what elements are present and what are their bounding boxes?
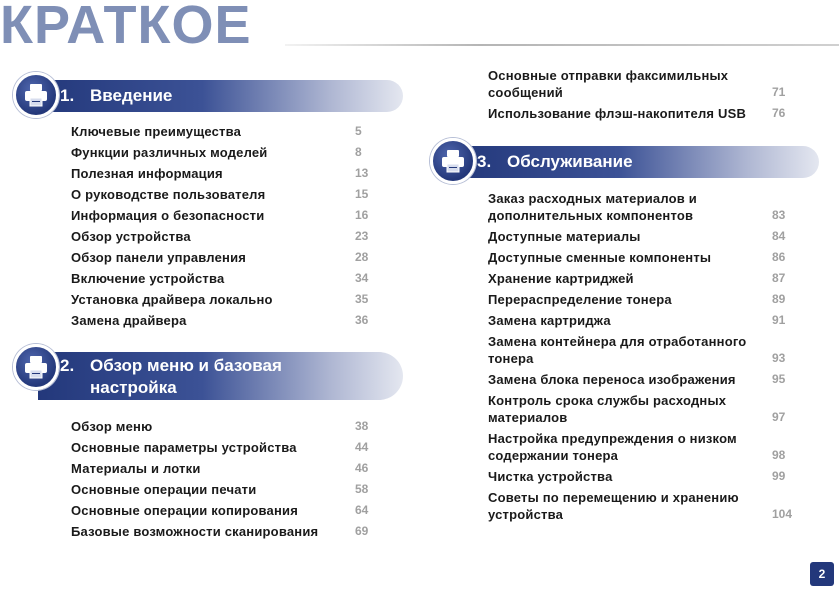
toc-entry-page: 23 xyxy=(355,229,369,243)
toc-entry-page: 76 xyxy=(772,106,786,120)
toc-entry-page: 99 xyxy=(772,469,786,483)
toc-entry[interactable] xyxy=(71,481,351,498)
toc-entry-label: Обзор меню xyxy=(71,419,153,434)
section-title: Введение xyxy=(90,86,173,105)
toc-entry-page: 83 xyxy=(772,208,786,222)
toc-entry[interactable] xyxy=(71,460,351,477)
toc-entry-page: 91 xyxy=(772,313,786,327)
toc-entry-page: 35 xyxy=(355,292,369,306)
toc-entry[interactable] xyxy=(488,333,763,367)
toc-entry-page: 89 xyxy=(772,292,786,306)
toc-entry-label: Основные операции копирования xyxy=(71,503,298,518)
toc-entry-page: 87 xyxy=(772,271,786,285)
toc-entry-page: 44 xyxy=(355,440,369,454)
toc-entry-page: 58 xyxy=(355,482,369,496)
toc-entry-label: дополнительных компонентов xyxy=(488,208,694,223)
toc-entry[interactable] xyxy=(488,312,763,329)
toc-entry[interactable] xyxy=(488,291,763,308)
toc-entry-page: 16 xyxy=(355,208,369,222)
toc-entry-label: устройства xyxy=(488,507,564,522)
title-rule xyxy=(285,44,839,46)
toc-entry-label: Основные параметры устройства xyxy=(71,440,297,455)
toc-entry[interactable] xyxy=(488,392,763,426)
toc-entry-label: Включение устройства xyxy=(71,271,225,286)
toc-entry-label: Хранение картриджей xyxy=(488,271,634,286)
printer-icon xyxy=(13,72,59,118)
toc-entry[interactable] xyxy=(71,523,351,540)
toc-entry-page: 36 xyxy=(355,313,369,327)
toc-entry-label: Советы по перемещению и хранению xyxy=(488,490,739,505)
toc-entry[interactable] xyxy=(488,270,763,287)
toc-entry-label: Обзор панели управления xyxy=(71,250,247,265)
toc-entry-page: 15 xyxy=(355,187,369,201)
toc-entry[interactable] xyxy=(71,418,351,435)
toc-entry-page: 34 xyxy=(355,271,369,285)
toc-entry[interactable] xyxy=(488,228,763,245)
toc-entry[interactable] xyxy=(488,249,763,266)
toc-entry[interactable] xyxy=(488,430,763,464)
toc-entry[interactable] xyxy=(71,144,351,161)
toc-entry-page: 86 xyxy=(772,250,786,264)
toc-entry-label: Функции различных моделей xyxy=(71,145,268,160)
toc-entry-label: Замена драйвера xyxy=(71,313,187,328)
toc-entry[interactable] xyxy=(71,123,351,140)
toc-entry-label: Установка драйвера локально xyxy=(71,292,273,307)
toc-entry-label: Полезная информация xyxy=(71,166,223,181)
printer-icon xyxy=(430,138,476,184)
toc-entry[interactable] xyxy=(71,502,351,519)
toc-entry-label: Контроль срока службы расходных xyxy=(488,393,727,408)
toc-entry[interactable] xyxy=(488,489,763,523)
toc-entry-page: 95 xyxy=(772,372,786,386)
toc-entry[interactable] xyxy=(71,228,351,245)
toc-entry-page: 28 xyxy=(355,250,369,264)
toc-entry[interactable] xyxy=(71,312,351,329)
page-number-badge: 2 xyxy=(810,562,834,586)
toc-entry-label: Материалы и лотки xyxy=(71,461,201,476)
toc-entry[interactable] xyxy=(71,207,351,224)
section-title: Обзор меню и базовая настройка xyxy=(90,356,282,397)
toc-entry-label: Замена контейнера для отработанного xyxy=(488,334,747,349)
toc-entry-label: О руководстве пользователя xyxy=(71,187,266,202)
toc-entry-page: 5 xyxy=(355,124,362,138)
toc-entry-page: 64 xyxy=(355,503,369,517)
toc-entry-label: материалов xyxy=(488,410,568,425)
toc-entry-label: Доступные материалы xyxy=(488,229,641,244)
section-number: 2. xyxy=(60,356,75,375)
toc-entry[interactable] xyxy=(71,291,351,308)
toc-entry-page: 69 xyxy=(355,524,369,538)
toc-entry-label: содержании тонера xyxy=(488,448,619,463)
toc-entry[interactable] xyxy=(71,186,351,203)
toc-entry-page: 38 xyxy=(355,419,369,433)
toc-entry-label: Обзор устройства xyxy=(71,229,191,244)
toc-entry-page: 97 xyxy=(772,410,786,424)
toc-entry-page: 98 xyxy=(772,448,786,462)
toc-entry[interactable] xyxy=(488,468,763,485)
toc-entry[interactable] xyxy=(71,249,351,266)
toc-entry-page: 93 xyxy=(772,351,786,365)
toc-entry-label: Использование флэш-накопителя USB xyxy=(488,106,747,121)
toc-entry-label: Настройка предупреждения о низком xyxy=(488,431,737,446)
toc-entry[interactable] xyxy=(71,270,351,287)
section-banner-2[interactable] xyxy=(38,352,403,400)
section-number: 1. xyxy=(60,86,75,105)
toc-entry-label: Основные операции печати xyxy=(71,482,257,497)
printer-icon xyxy=(13,344,59,390)
section-title: Обслуживание xyxy=(507,152,633,171)
toc-entry-page: 13 xyxy=(355,166,369,180)
toc-entry[interactable] xyxy=(71,439,351,456)
toc-entry[interactable] xyxy=(488,190,763,224)
toc-entry-label: сообщений xyxy=(488,85,563,100)
toc-entry[interactable] xyxy=(488,371,763,388)
section-banner-1[interactable] xyxy=(38,80,403,112)
toc-entry-label: Основные отправки факсимильных xyxy=(488,68,729,83)
toc-entry-label: Перераспределение тонера xyxy=(488,292,672,307)
section-number: 3. xyxy=(477,152,492,171)
toc-entry-label: Ключевые преимущества xyxy=(71,124,242,139)
toc-entry-label: Чистка устройства xyxy=(488,469,613,484)
toc-entry-page: 104 xyxy=(772,507,793,521)
toc-entry-page: 46 xyxy=(355,461,369,475)
toc-entry[interactable] xyxy=(488,67,758,101)
toc-entry-label: Базовые возможности сканирования xyxy=(71,524,319,539)
toc-entry-page: 8 xyxy=(355,145,362,159)
section-banner-3[interactable] xyxy=(455,146,819,178)
toc-entry-label: Заказ расходных материалов и xyxy=(488,191,697,206)
toc-entry-page: 71 xyxy=(772,85,786,99)
toc-entry-label: Информация о безопасности xyxy=(71,208,265,223)
toc-entry-label: Замена блока переноса изображения xyxy=(488,372,736,387)
page-title: КРАТКОЕ xyxy=(0,0,252,55)
toc-entry[interactable] xyxy=(488,105,778,122)
toc-entry-label: Доступные сменные компоненты xyxy=(488,250,712,265)
toc-entry[interactable] xyxy=(71,165,351,182)
toc-entry-page: 84 xyxy=(772,229,786,243)
toc-entry-label: Замена картриджа xyxy=(488,313,611,328)
toc-entry-label: тонера xyxy=(488,351,534,366)
